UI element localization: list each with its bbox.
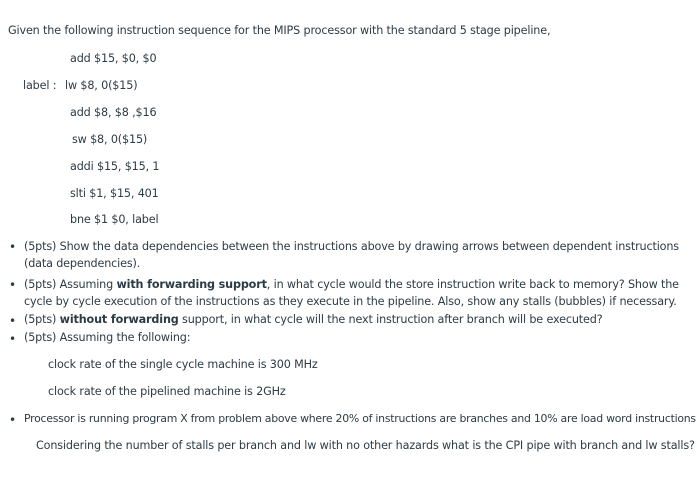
question-3-post: support, in what cycle will the next instruction after branch will be executed? — [178, 313, 603, 326]
code-line-5: addi $15, $15, 1 — [70, 160, 160, 173]
question-2-bold: with forwarding support — [116, 278, 267, 291]
code-line-2: lw $8, 0($15) — [65, 79, 138, 92]
bullet-icon: • — [9, 332, 17, 346]
code-line-3: add $8, $8 ,$16 — [70, 106, 157, 119]
question-3-pre: (5pts) — [24, 313, 60, 326]
question-2-pre: (5pts) Assuming — [24, 278, 117, 291]
question-1: (5pts) Show the data dependencies between the instructions above by drawing arrows between dependent instructions (data dependencies). — [24, 240, 679, 270]
code-line-6: slti $1, $15, 401 — [70, 187, 159, 200]
code-line-4: sw $8, 0($15) — [72, 133, 148, 146]
question-5: Processor is running program X from problem above where 20% of instructions are branches and 10% are load word instructions — [24, 412, 696, 425]
question-2 — [24, 276, 692, 310]
question-2-post: , in what cycle would the store instruction write back to memory? Show the cycle by cycle execution of the instructions as they execute in the pipeline. Also, show any stalls (bubbles) if necessary. — [24, 278, 679, 308]
question-4-sub-1: clock rate of the single cycle machine is 300 MHz — [48, 358, 318, 371]
question-5-sub: Considering the number of stalls per branch and lw with no other hazards what is the CPI pipe with branch and lw stalls? — [36, 439, 695, 452]
bullet-icon: • — [9, 278, 17, 292]
code-line-1: add $15, $0, $0 — [70, 52, 157, 65]
intro-text: Given the following instruction sequence for the MIPS processor with the standard 5 stage pipeline, — [8, 24, 551, 37]
question-3-bold: without forwarding — [59, 313, 179, 326]
bullet-icon: • — [9, 240, 17, 254]
question-4: (5pts) Assuming the following: — [24, 331, 191, 344]
bullet-icon: • — [9, 314, 17, 328]
question-3 — [24, 313, 603, 327]
question-4-sub-2: clock rate of the pipelined machine is 2GHz — [48, 385, 286, 398]
bullet-icon: • — [9, 413, 17, 427]
code-line-7: bne $1 $0, label — [70, 213, 159, 226]
code-label: label : — [23, 79, 57, 92]
